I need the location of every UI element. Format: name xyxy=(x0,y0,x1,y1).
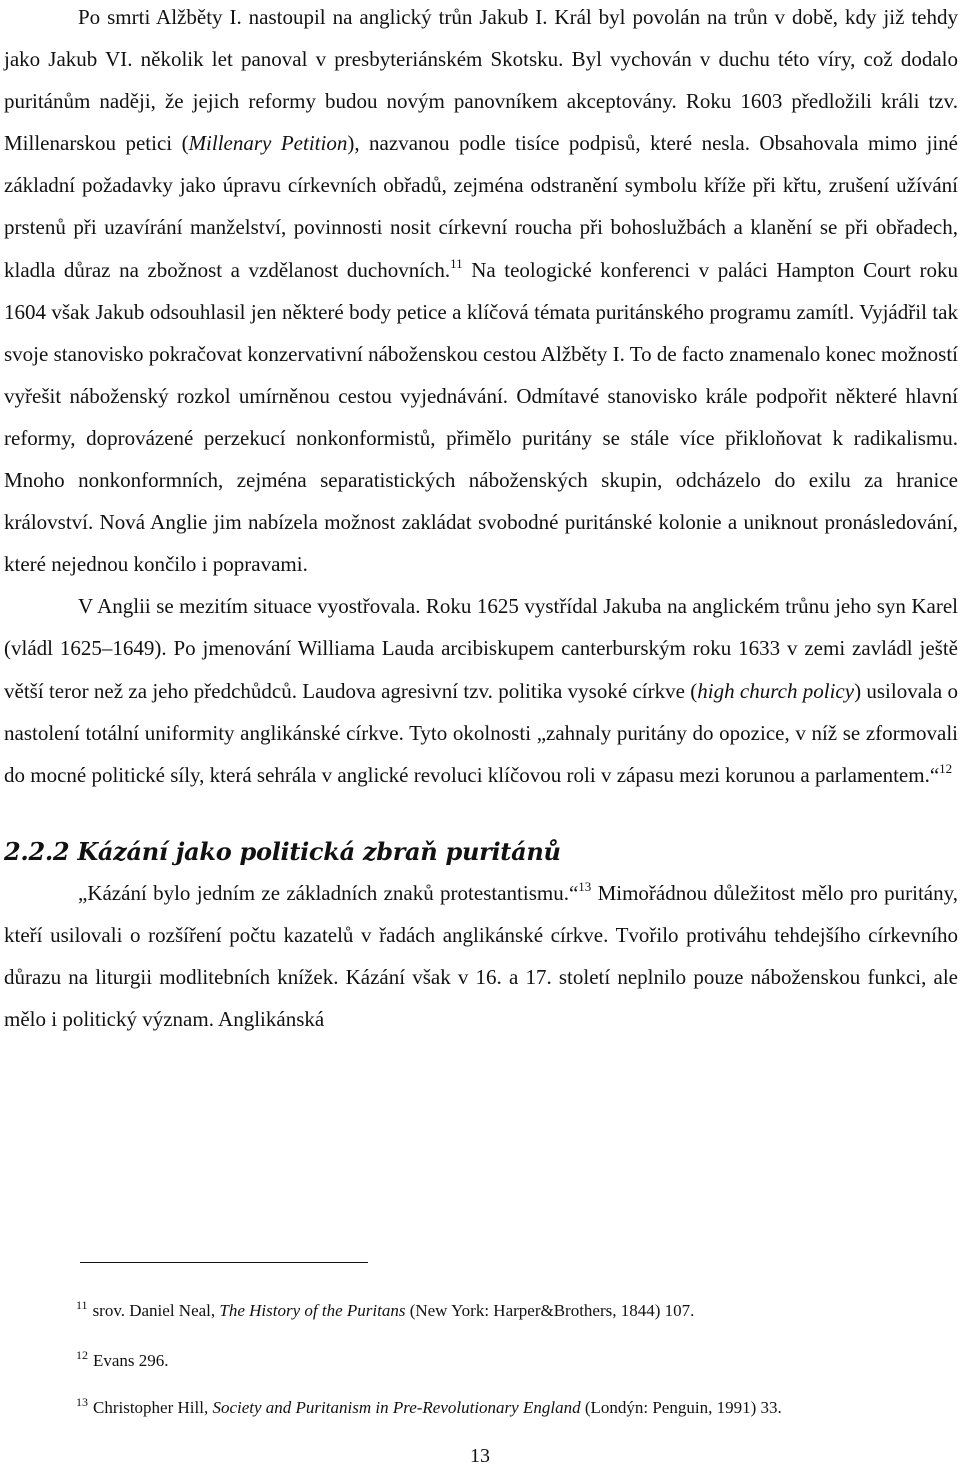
footnote-number: 12 xyxy=(76,1348,88,1362)
paragraph-text: Po smrti Alžběty I. nastoupil na anglický trůn Jakub I. Král byl povolán na trůn v době, kdy již tehdy jako Jakub VI. několik let panoval v presbyteriánském Skotsku. Byl vychován v duchu této víry, což dodalo puritánům naději, že jejich reformy budou novým panovníkem akceptovány. Roku 1603 předložili králi tzv. Millenarskou petici ( xyxy=(4,5,958,156)
paragraph-text: Na teologické konferenci v paláci Hampton Court roku 1604 však Jakub odsouhlasil jen některé body petice a klíčová témata puritánského programu zamítl. Vyjádřil tak svoje stanovisko pokračovat konzervativní náboženskou cestou Alžběty I. To de facto znamenalo konec možností vyřešit náboženský rozkol umírněnou cestou vyjednávání. Odmítavé stanovisko krále podpořit některé hlavní reformy, doprovázené perzekucí nonkonformistů, přimělo puritány se stále více přikloňovat k radikalismu. Mnoho nonkonformních, zejména separatistických náboženských skupin, odcházelo do exilu za hranice království. Nová Anglie jim nabízela možnost zakládat svobodné puritánské kolonie a uniknout pronásledování, které nejednou končilo i popravami. xyxy=(4,257,959,577)
footnote-reference-11[interactable]: 11 xyxy=(450,255,463,271)
footnote-11 xyxy=(76,1300,694,1322)
body-paragraph-1 xyxy=(4,0,958,585)
footnote-title: Society and Puritanism in Pre-Revolutionary England xyxy=(212,1398,581,1417)
page-number: 13 xyxy=(470,1445,490,1467)
italic-term: Millenary Petition xyxy=(188,131,348,156)
paragraph-text: Mimořádnou důležitost mělo pro puritány, kteří usilovali o rozšíření počtu kazatelů v řadách anglikánské církve. Tvořilo protiváhu tehdejšího církevního důrazu na liturgii modlitebních knížek. Kázání však v 16. a 17. století neplnilo pouze náboženskou funkci, ale mělo i politický význam. Anglikánská xyxy=(4,880,958,1032)
footnote-reference-13[interactable]: 13 xyxy=(578,878,592,894)
italic-term: high church policy xyxy=(697,678,855,703)
footnote-text: Evans 296. xyxy=(93,1351,169,1370)
footnote-text: (New York: Harper&Brothers, 1844) 107. xyxy=(405,1301,695,1320)
body-paragraph-3 xyxy=(4,872,958,1040)
footnote-13 xyxy=(76,1397,782,1419)
footnote-text: Christopher Hill, xyxy=(93,1398,213,1417)
paragraph-text: V Anglii se mezitím situace vyostřovala. Roku 1625 vystřídal Jakuba na anglickém trůnu jeho syn Karel (vládl 1625–1649). Po jmenování Williama Lauda arcibiskupem canterburským roku 1633 v zemi zavládl ještě větší teror než za jeho předchůdců. Laudova agresivní tzv. politika vysoké církve ( xyxy=(4,594,958,703)
footnote-number: 11 xyxy=(76,1298,88,1312)
footnote-number: 13 xyxy=(76,1395,88,1409)
footnote-reference-12[interactable]: 12 xyxy=(939,760,953,776)
footnote-text: srov. Daniel Neal, xyxy=(92,1301,220,1320)
document-page xyxy=(4,0,958,1040)
paragraph-text: ) usilovala o nastolení totální uniformity anglikánské církve. Tyto okolnosti „zahnaly puritány do opozice, v níž se zformovali do mocné politické síly, která sehrála v anglické revoluci klíčovou roli v zápasu mezi korunou a parlamentem.“ xyxy=(4,678,958,787)
body-paragraph-2 xyxy=(4,585,958,795)
section-heading: 2.2.2 Kázání jako politická zbraň puritánů xyxy=(4,836,561,866)
paragraph-text: ), nazvanou podle tisíce podpisů, které nesla. Obsahovala mimo jiné základní požadavky jako úpravu církevních obřadů, zejména odstranění symbolu kříže při křtu, zrušení užívání prstenů při uzavírání manželství, povinnosti nosit církevní roucha při bohoslužbách a klanění se při obřadech, kladla důraz na zbožnost a vzdělanost duchovních. xyxy=(4,131,959,282)
footnote-title: The History of the Puritans xyxy=(219,1301,406,1320)
footnote-separator xyxy=(80,1262,368,1263)
footnote-text: (Londýn: Penguin, 1991) 33. xyxy=(580,1398,782,1417)
footnote-12 xyxy=(76,1350,169,1372)
quote-text: „Kázání bylo jedním ze základních znaků protestantismu.“ xyxy=(78,880,579,905)
